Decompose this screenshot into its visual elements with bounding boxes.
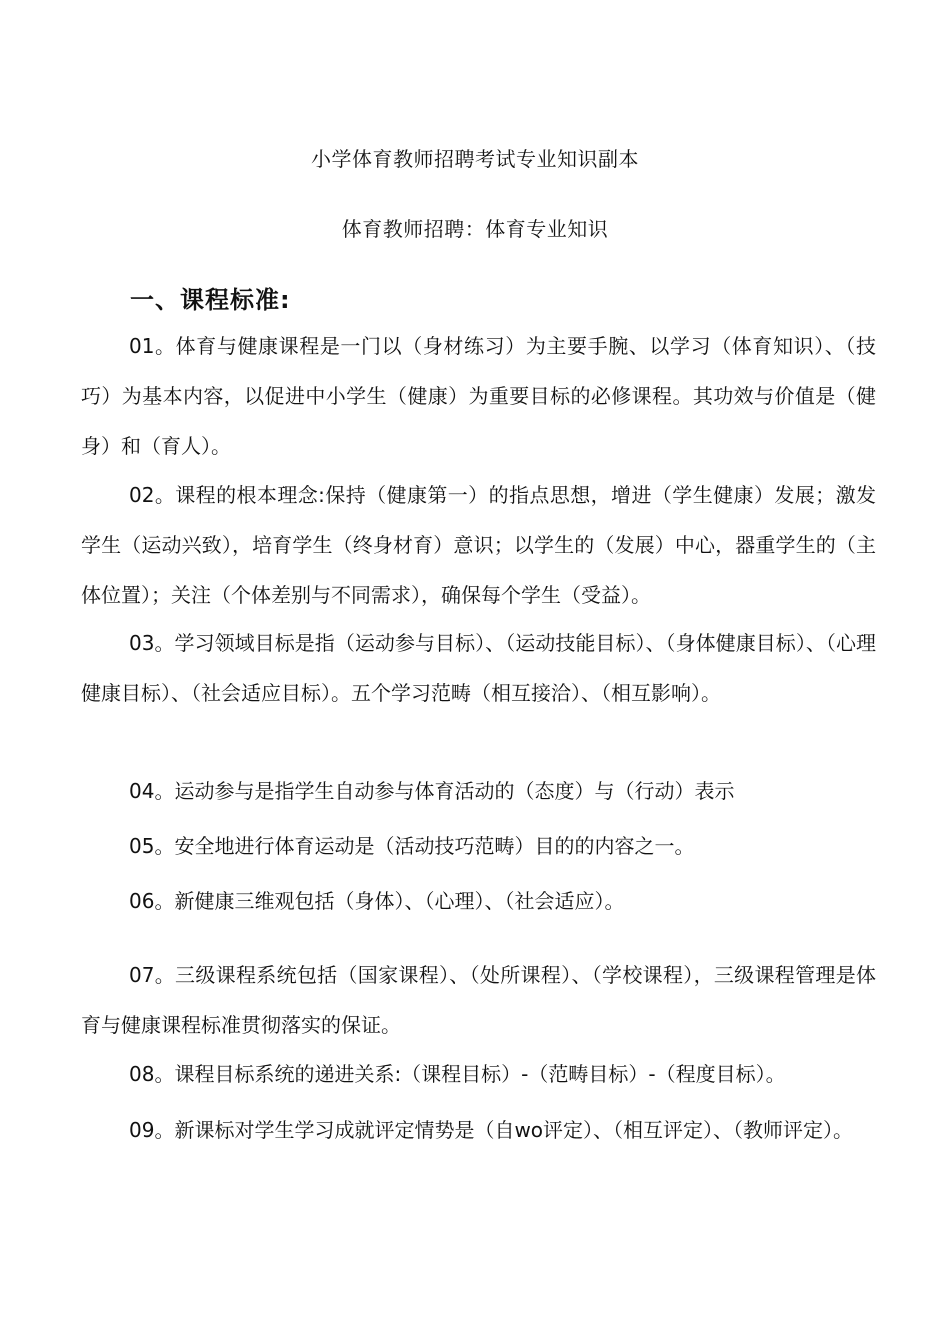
paragraph-09: 09。新课标对学生学习成就评定情势是（自wo评定）、（相互评定）、（教师评定）。 (129, 1118, 854, 1142)
paragraph-06: 06。新健康三维观包括（身体）、（心理）、（社会适应）。 (129, 889, 625, 913)
paragraph-05: 05。安全地进行体育运动是（活动技巧范畴）目的的内容之一。 (129, 834, 695, 858)
paragraph-08: 08。课程目标系统的递进关系:（课程目标）-（范畴目标）-（程度目标）。 (129, 1062, 786, 1086)
section-heading: 一、课程标准: (130, 286, 291, 314)
paragraph-07: 07。三级课程系统包括（国家课程）、（处所课程）、（学校课程），三级课程管理是体育与健康课程标准贯彻落实的保证。 (81, 963, 876, 1037)
document-title: 小学体育教师招聘考试专业知识副本 (311, 147, 639, 171)
document-subtitle: 体育教师招聘：体育专业知识 (341, 217, 609, 241)
paragraph-04: 04。运动参与是指学生自动参与体育活动的（态度）与（行动）表示 (129, 779, 735, 803)
paragraph-02: 02。课程的根本理念:保持（健康第一）的指点思想，增进（学生健康）发展；激发学生（运动兴致），培育学生（终身材育）意识；以学生的（发展）中心，器重学生的（主体位置）；关注（个体差别与不同需求），确保每个学生（受益）。 (81, 483, 876, 607)
paragraph-01: 01。体育与健康课程是一门以（身材练习）为主要手腕、以学习（体育知识）、（技巧）为基本内容，以促进中小学生（健康）为重要目标的必修课程。其功效与价值是（健身）和（育人）。 (81, 334, 876, 458)
paragraph-03: 03。学习领域目标是指（运动参与目标）、（运动技能目标）、（身体健康目标）、（心理健康目标）、（社会适应目标）。五个学习范畴（相互接洽）、（相互影响）。 (81, 631, 876, 705)
